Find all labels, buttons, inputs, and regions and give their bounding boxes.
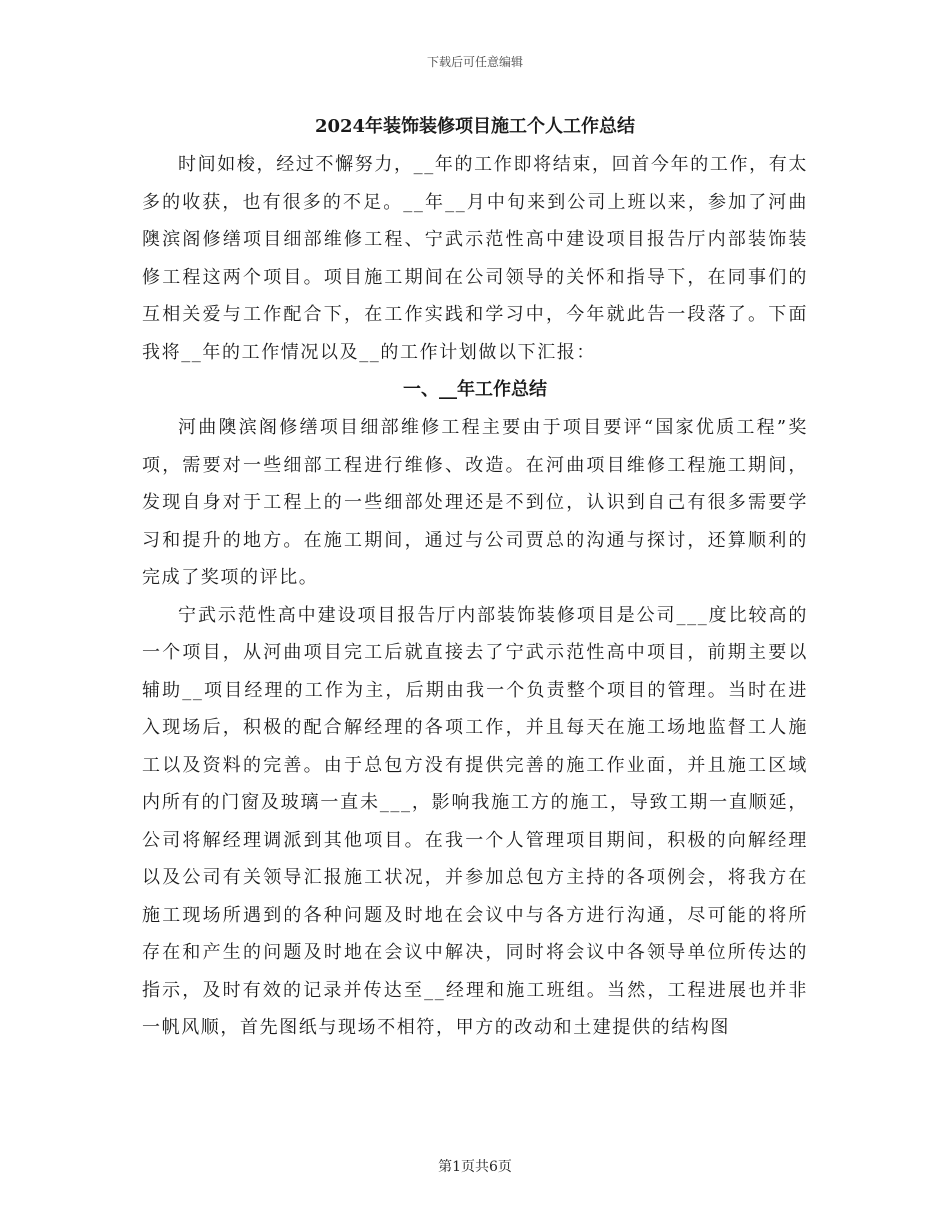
body-paragraph-1: 河曲隩滨阁修缮项目细部维修工程主要由于项目要评“国家优质工程”奖项，需要对一些细部工程进行维修、改造。在河曲项目维修工程施工期间，发现自身对于工程上的一些细部处理还是不到位，认识到自己有很多需要学习和提升的地方。在施工期间，通过与公司贾总的沟通与探讨，还算顺利的完成了奖项的评比。 [142,417,808,588]
section-heading: 一、__年工作总结 [403,379,547,400]
document-title: 2024年装饰装修项目施工个人工作总结 [314,116,636,137]
page-footer: 第1页共6页 [438,1159,512,1175]
intro-paragraph: 时间如梭，经过不懈努力，__年的工作即将结束，回首今年的工作，有太多的收获，也有很多的不足。__年__月中旬来到公司上班以来，参加了河曲隩滨阁修缮项目细部维修工程、宁武示范性高中建设项目报告厅内部装饰装修工程这两个项目。项目施工期间在公司领导的关怀和指导下，在同事们的互相关爱与工作配合下，在工作实践和学习中，今年就此告一段落了。下面我将__年的工作情况以及__的工作计划做以下汇报： [142,154,808,363]
document-body [142,108,808,1047]
header-note: 下载后可任意编辑 [426,55,523,69]
body-paragraph-2: 宁武示范性高中建设项目报告厅内部装饰装修项目是公司___度比较高的一个项目，从河曲项目完工后就直接去了宁武示范性高中项目，前期主要以辅助__项目经理的工作为主，后期由我一个负责整个项目的管理。当时在进入现场后，积极的配合解经理的各项工作，并且每天在施工场地监督工人施工以及资料的完善。由于总包方没有提供完善的施工作业面，并且施工区域内所有的门窗及玻璃一直未___，影响我施工方的施工，导致工期一直顺延，公司将解经理调派到其他项目。在我一个人管理项目期间，积极的向解经理以及公司有关领导汇报施工状况，并参加总包方主持的各项例会，将我方在施工现场所遇到的各种问题及时地在会议中与各方进行沟通，尽可能的将所存在和产生的问题及时地在会议中解决，同时将会议中各领导单位所传达的指示，及时有效的记录并传达至__经理和施工班组。当然，工程进展也并非一帆风顺，首先图纸与现场不相符，甲方的改动和土建提供的结构图 [142,604,808,1038]
